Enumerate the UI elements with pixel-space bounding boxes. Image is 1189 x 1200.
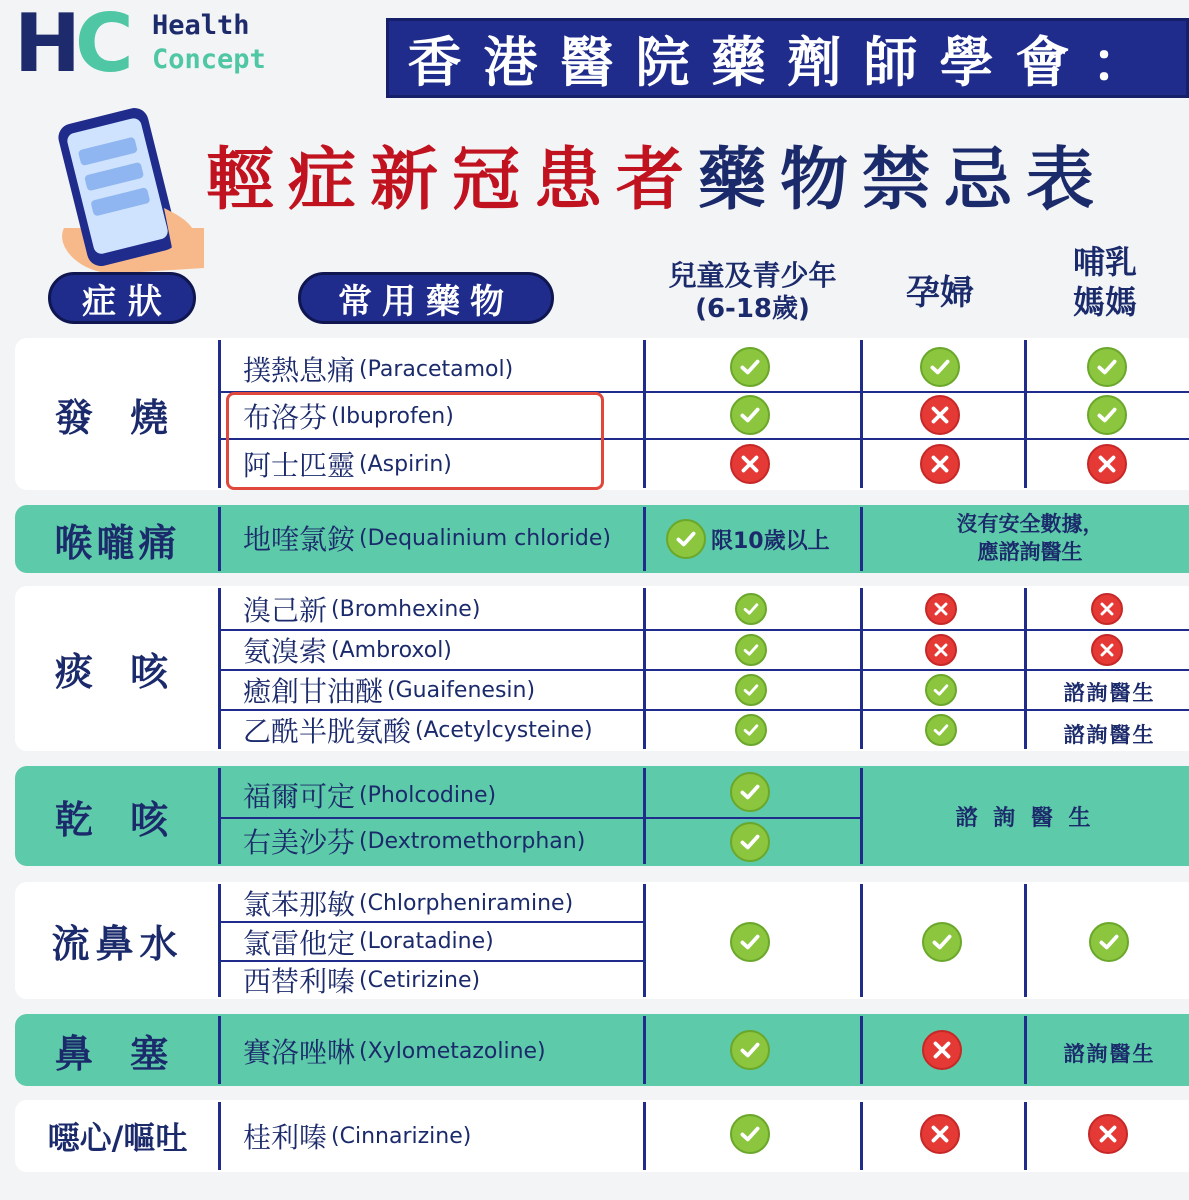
drug-cinnarizine: 桂利嗪 (Cinnarizine) [243, 1121, 472, 1154]
check-circle-icon [730, 922, 770, 962]
check-circle-icon [925, 674, 957, 706]
cross-circle-icon [922, 1030, 962, 1070]
header-children: 兒童及青少年 (6-18歲) [668, 259, 837, 324]
logo-mark: HC [14, 0, 128, 90]
drug-paracetamol: 撲熱息痛 (Paracetamol) [243, 354, 514, 387]
divider [1024, 884, 1027, 997]
note-no-safety-data: 沒有安全數據， 應諮詢醫生 [956, 512, 1104, 564]
divider [643, 884, 646, 997]
symptom-nasal-congestion: 鼻 塞 [54, 1031, 181, 1076]
check-circle-icon [922, 922, 962, 962]
check-circle-icon [730, 772, 770, 812]
logo-text-concept: Concept [152, 44, 266, 75]
drug-dequalinium: 地喹氯銨 (Dequalinium chloride) [243, 523, 611, 556]
cross-circle-icon [920, 395, 960, 435]
cross-circle-icon [920, 444, 960, 484]
symptom-sore-throat: 喉嚨痛 [54, 520, 181, 565]
divider [218, 884, 221, 997]
drug-chlorpheniramine: 氯苯那敏 (Chlorpheniramine) [243, 888, 574, 921]
symptom-dry-cough: 乾 咳 [54, 797, 181, 842]
header-banner: 香港醫院藥劑師學會： [386, 18, 1189, 98]
drug-pholcodine: 福爾可定 (Pholcodine) [243, 780, 497, 813]
cross-circle-icon [920, 1114, 960, 1154]
drug-xylometazoline: 賽洛唑啉 (Xylometazoline) [243, 1036, 546, 1069]
drug-ambroxol: 氨溴索 (Ambroxol) [243, 635, 452, 668]
drug-guaifenesin: 癒創甘油醚 (Guaifenesin) [243, 675, 536, 708]
header-symptom: 症 狀 [48, 272, 196, 324]
check-circle-icon [1087, 395, 1127, 435]
symptom-nausea: 噁心/嘔吐 [47, 1119, 188, 1157]
symptom-fever: 發 燒 [54, 395, 181, 440]
divider [1024, 340, 1027, 488]
divider [218, 507, 221, 571]
check-circle-icon [735, 634, 767, 666]
divider [218, 768, 221, 864]
cross-circle-icon [925, 593, 957, 625]
drug-ibuprofen: 布洛芬 (Ibuprofen) [243, 401, 454, 434]
check-circle-icon [730, 347, 770, 387]
symptom-runny-nose: 流鼻水 [51, 922, 184, 966]
check-circle-icon [735, 593, 767, 625]
divider [218, 1016, 221, 1084]
check-circle-icon [730, 1114, 770, 1154]
header-breastfeeding: 哺乳 媽媽 [1072, 243, 1137, 321]
drug-dextromethorphan: 右美沙芬 (Dextromethorphan) [243, 826, 586, 859]
divider [218, 340, 221, 488]
check-circle-icon [925, 714, 957, 746]
header-drugs: 常用藥物 [298, 272, 554, 324]
page-title: 輕症新冠患者藥物禁忌表 [206, 141, 1109, 220]
drug-acetylcysteine: 乙酰半胱氨酸 (Acetylcysteine) [243, 715, 593, 748]
check-circle-icon [730, 1030, 770, 1070]
note-consult-doctor: 諮 詢 醫 生 [955, 806, 1095, 831]
check-circle-icon [735, 674, 767, 706]
divider [860, 1102, 863, 1170]
cross-circle-icon [925, 634, 957, 666]
cross-circle-icon [1091, 634, 1123, 666]
check-circle-icon [1087, 347, 1127, 387]
divider [1024, 1102, 1027, 1170]
logo-text-health: Health [152, 10, 250, 41]
check-circle-icon [730, 822, 770, 862]
symptom-phlegm-cough: 痰 咳 [54, 650, 181, 694]
divider [218, 1102, 221, 1170]
check-circle-icon [1089, 922, 1129, 962]
divider [220, 817, 862, 819]
divider [643, 507, 646, 571]
highlight-box [226, 392, 604, 490]
drug-aspirin: 阿士匹靈 (Aspirin) [243, 449, 452, 482]
cross-circle-icon [730, 444, 770, 484]
drug-bromhexine: 溴己新 (Bromhexine) [243, 594, 481, 627]
divider [1024, 1016, 1027, 1084]
divider [860, 340, 863, 488]
check-circle-icon [735, 714, 767, 746]
check-circle-icon [730, 395, 770, 435]
divider [860, 1016, 863, 1084]
note-consult-doctor: 諮詢醫生 [1063, 723, 1156, 747]
note-consult-doctor: 諮詢醫生 [1063, 1042, 1156, 1066]
phone-hand-icon [54, 108, 214, 278]
cross-circle-icon [1091, 593, 1123, 625]
check-circle-icon [920, 347, 960, 387]
divider [860, 884, 863, 997]
divider [643, 1102, 646, 1170]
check-circle-icon [666, 519, 706, 559]
divider [643, 768, 646, 864]
divider [643, 1016, 646, 1084]
cross-circle-icon [1087, 444, 1127, 484]
header-pregnant: 孕婦 [906, 273, 974, 313]
note-age-limit: 限10歲以上 [711, 529, 830, 554]
drug-loratadine: 氯雷他定 (Loratadine) [243, 926, 494, 960]
note-consult-doctor: 諮詢醫生 [1063, 681, 1156, 705]
divider [860, 768, 863, 864]
cross-circle-icon [1088, 1114, 1128, 1154]
divider [860, 507, 863, 571]
drug-cetirizine: 西替利嗪 (Cetirizine) [243, 965, 481, 998]
divider [643, 340, 646, 488]
